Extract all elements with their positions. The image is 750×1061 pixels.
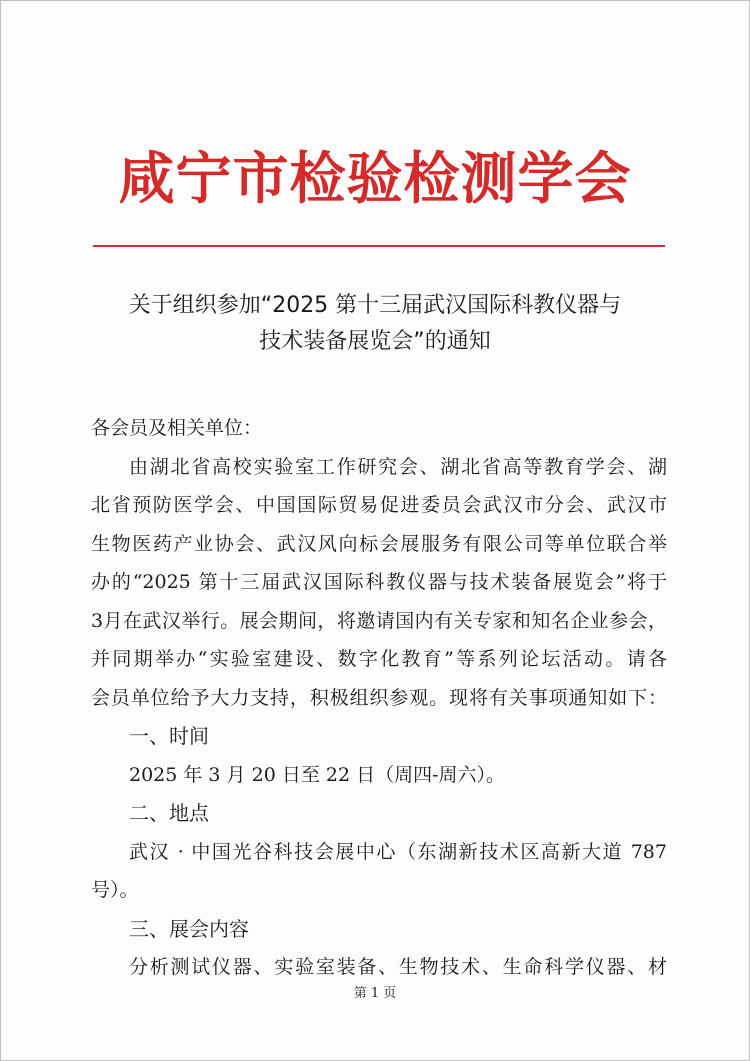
section-heading-content: 三、展会内容 [129,916,249,941]
salutation: 各会员及相关单位： [91,417,263,439]
intro-line: 会员单位给予大力支持，积极组织参观。现将有关事项通知如下： [91,686,667,709]
intro-line: 3月在武汉举行。展会期间，将邀请国内有关专家和知名企业参会， [91,609,667,632]
intro-line: 生物医药产业协会、武汉风向标会展服务有限公司等单位联合举 [91,532,667,555]
letterhead-divider [93,245,665,247]
section-text-location-cont: 号）。 [91,879,139,901]
letterhead-title: 咸宁市检验检测学会 [118,146,632,212]
notice-title-line-2: 技术装备展览会”的通知 [259,329,491,354]
section-heading-time: 一、时间 [129,724,209,748]
intro-line: 办的“2025 第十三届武汉国际科教仪器与技术装备展览会”将于 [91,571,667,593]
section-text-content: 分析测试仪器、实验室装备、生物技术、生命科学仪器、材 [129,956,667,978]
intro-line: 由湖北省高校实验室工作研究会、湖北省高等教育学会、湖 [129,455,667,478]
notice-body [91,409,667,987]
intro-line: 并同期举办“实验室建设、数字化教育”等系列论坛活动。请各 [91,648,667,670]
section-text-time: 2025 年 3 月 20 日至 22 日（周四-周六）。 [129,763,505,786]
notice-title [1,288,749,360]
section-text-location: 武汉 · 中国光谷科技会展中心（东湖新技术区高新大道 787 [129,840,667,863]
notice-title-line-1: 关于组织参加“2025 第十三届武汉国际科教仪器与 [128,293,622,318]
page-number: 第 1 页 [353,986,397,1001]
section-heading-location: 二、地点 [129,801,209,825]
intro-line: 北省预防医学会、中国国际贸易促进委员会武汉市分会、武汉市 [91,494,667,516]
